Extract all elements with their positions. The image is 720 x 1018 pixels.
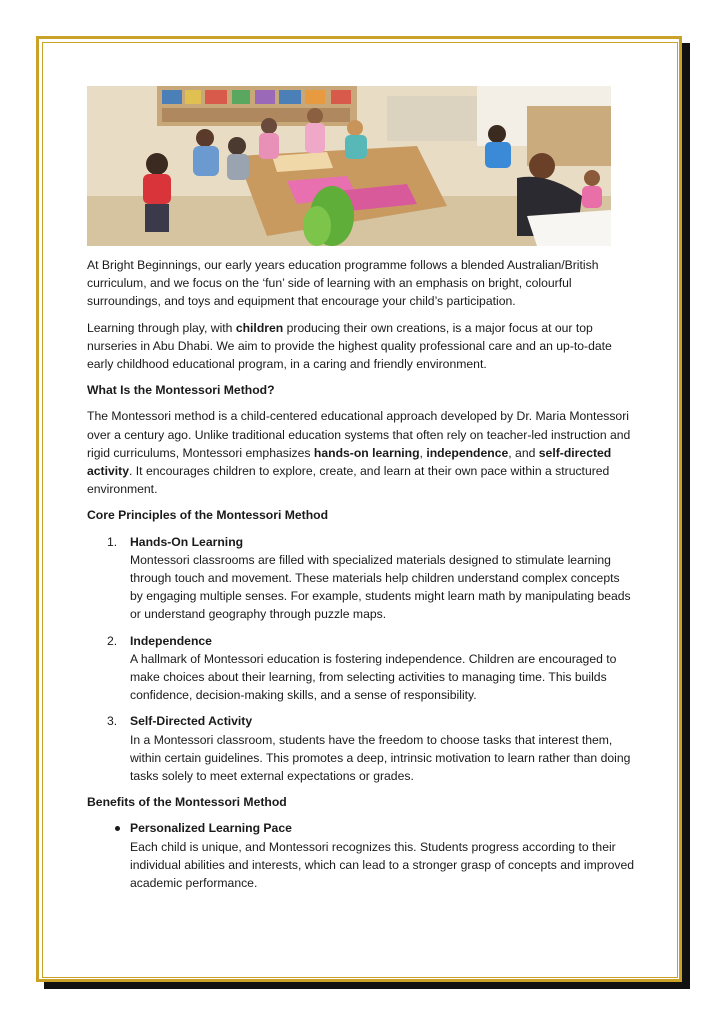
classroom-illustration xyxy=(87,86,611,246)
list-item-text: In a Montessori classroom, students have the freedom to choose tasks that interest them, within certain guidelines. This promotes a deep, intrinsic motivation to learn rather than doing tasks solely to meet external expectations or grades. xyxy=(130,732,631,784)
benefits-heading: Benefits of the Montessori Method xyxy=(87,795,287,810)
list-item-text: A hallmark of Montessori education is fostering independence. Children are encouraged to make choices about their learning, from selecting activities to managing time. This builds confidence, decision-making skills, and a sense of responsibility. xyxy=(130,651,617,703)
list-item-title: Hands-On Learning xyxy=(130,534,244,549)
principles-list xyxy=(87,533,635,786)
list-number: 3. xyxy=(107,714,118,729)
bullet-icon xyxy=(115,826,120,831)
list-number: 1. xyxy=(107,534,118,549)
list-item-title: Personalized Learning Pace xyxy=(130,821,292,836)
classroom-photo xyxy=(87,86,611,246)
montessori-heading: What Is the Montessori Method? xyxy=(87,383,275,398)
intro-paragraph-2: Learning through play, with children producing their own creations, is a major focus at our top nurseries in Abu Dhabi. We aim to provide the highest quality professional care and an up-to-date early childhood educational program, in a caring and friendly environment. xyxy=(87,320,612,372)
list-item-title: Self-Directed Activity xyxy=(130,714,253,729)
list-item xyxy=(87,819,635,892)
list-item xyxy=(87,632,635,705)
benefits-list xyxy=(87,819,635,892)
montessori-paragraph: The Montessori method is a child-centered educational approach developed by Dr. Maria Montessori over a century ago. Unlike traditional education systems that often rely on teacher-led instruction and rigid curriculums, Montessori emphasizes hands-on learning, independence, and self-directed activity. It encourages children to explore, create, and learn at their own pace within a structured environment. xyxy=(87,409,631,497)
article-body xyxy=(87,256,635,900)
list-item-text: Montessori classrooms are filled with specialized materials designed to stimulate learning through touch and movement. These materials help children understand complex concepts by engaging multiple senses. For example, students might learn math by manipulating beads or understand geography through puzzle maps. xyxy=(130,552,631,622)
intro-paragraph-1: At Bright Beginnings, our early years education programme follows a blended Australian/British curriculum, and we focus on the ‘fun’ side of learning with an emphasis on bright, colourful surroundings, and toys and equipment that encourage your child’s participation. xyxy=(87,258,599,309)
principles-heading: Core Principles of the Montessori Method xyxy=(87,508,329,523)
list-item xyxy=(87,533,635,624)
list-item xyxy=(87,712,635,785)
list-number: 2. xyxy=(107,633,118,648)
list-item-title: Independence xyxy=(130,633,212,648)
list-item-text: Each child is unique, and Montessori recognizes this. Students progress according to their individual abilities and interests, which can lead to a stronger grasp of concepts and improved academic performance. xyxy=(130,839,635,891)
